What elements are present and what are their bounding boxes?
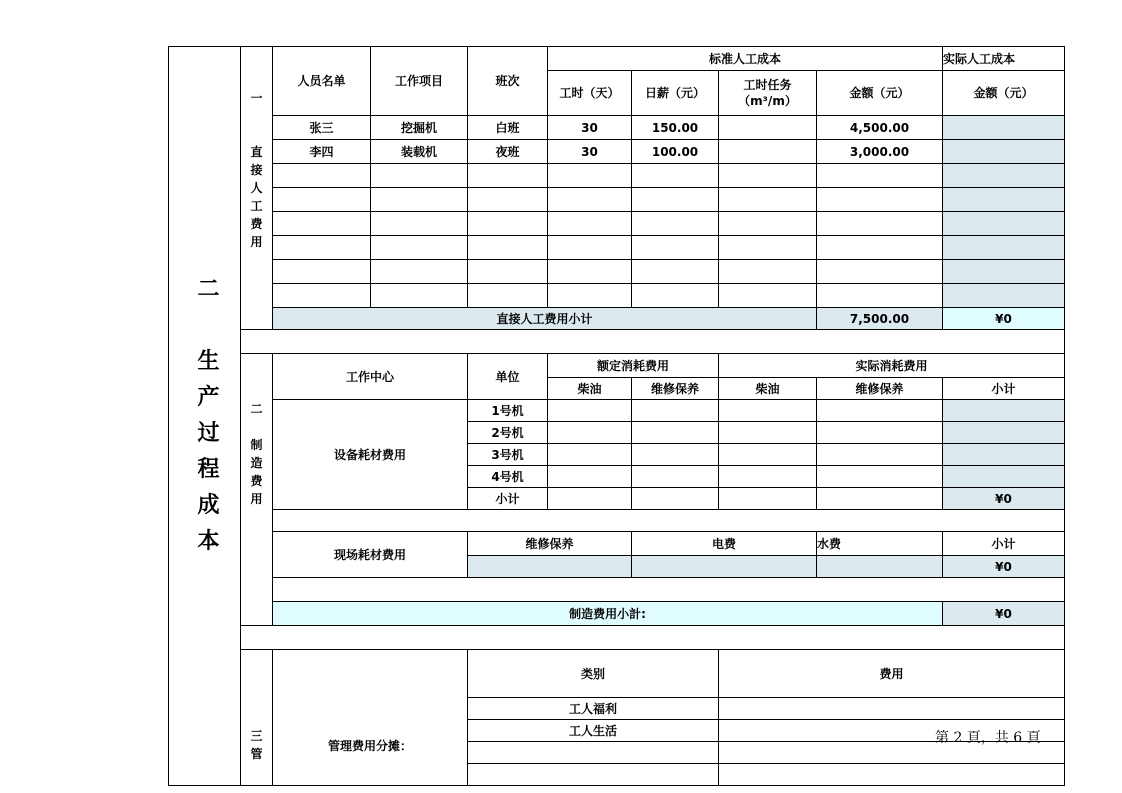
site-power-label: 电费	[632, 532, 817, 556]
cell-empty[interactable]	[719, 236, 817, 260]
cell-empty[interactable]	[548, 188, 632, 212]
cell-empty[interactable]	[468, 284, 548, 308]
site-subtotal-label: 小计	[943, 532, 1065, 556]
table-row	[169, 212, 1065, 236]
cell-empty[interactable]	[371, 188, 468, 212]
site-water-label: 水费	[817, 532, 943, 556]
direct-labor-subtotal-actual: ¥0	[943, 308, 1065, 330]
subtotal-row	[169, 602, 1065, 626]
header-rated-consumption: 额定消耗费用	[548, 354, 719, 378]
cell-empty[interactable]	[548, 212, 632, 236]
table-row	[169, 188, 1065, 212]
cell-shift[interactable]: 白班	[468, 116, 548, 140]
cell-days[interactable]: 30	[548, 116, 632, 140]
cell-empty[interactable]	[632, 260, 719, 284]
cell-empty[interactable]	[548, 400, 632, 422]
subtotal-row	[169, 308, 1065, 330]
equipment-consumables-label: 设备耗材费用	[273, 400, 468, 510]
site-consumables-label: 现场耗材费用	[273, 532, 468, 578]
cell-empty[interactable]	[817, 212, 943, 236]
cell-empty[interactable]	[632, 284, 719, 308]
equipment-subtotal-value: ¥0	[943, 488, 1065, 510]
cell-task[interactable]	[719, 140, 817, 164]
cell-empty[interactable]	[817, 422, 943, 444]
cell-actual[interactable]	[943, 212, 1065, 236]
col-header-shift: 班次	[468, 47, 548, 116]
cell-empty[interactable]	[548, 284, 632, 308]
col-header-wage: 日薪（元）	[632, 71, 719, 116]
col-header-maintenance-actual: 维修保养	[817, 378, 943, 400]
cell-actual[interactable]	[943, 164, 1065, 188]
cell-empty[interactable]	[817, 284, 943, 308]
col-header-category: 类别	[468, 650, 719, 698]
cell-empty[interactable]	[548, 488, 632, 510]
category-cell	[468, 764, 719, 786]
cell-empty[interactable]	[632, 444, 719, 466]
cell-empty[interactable]	[371, 212, 468, 236]
cell-empty[interactable]	[632, 488, 719, 510]
col-header-diesel: 柴油	[548, 378, 632, 400]
col-header-days: 工时（天）	[548, 71, 632, 116]
site-power-value[interactable]	[632, 556, 817, 578]
cell-name[interactable]: 张三	[273, 116, 371, 140]
cell-subtotal[interactable]	[943, 466, 1065, 488]
cell-empty[interactable]	[817, 488, 943, 510]
direct-labor-subtotal-label: 直接人工费用小计	[273, 308, 817, 330]
unit-label: 3号机	[468, 444, 548, 466]
cell-empty[interactable]	[548, 236, 632, 260]
cell-empty[interactable]	[371, 164, 468, 188]
category-cell: 工人福利	[468, 698, 719, 720]
cell-empty[interactable]	[719, 284, 817, 308]
cost-cell[interactable]	[719, 698, 1065, 720]
cell-empty[interactable]	[468, 164, 548, 188]
cell-actual[interactable]	[943, 284, 1065, 308]
cell-empty[interactable]	[632, 164, 719, 188]
cell-empty[interactable]	[719, 212, 817, 236]
cell-item[interactable]: 挖掘机	[371, 116, 468, 140]
cell-shift[interactable]: 夜班	[468, 140, 548, 164]
management-allocation-label: 管理费用分摊：	[273, 650, 468, 786]
category-cell: 工人生活	[468, 720, 719, 742]
cell-empty[interactable]	[273, 164, 371, 188]
cell-empty[interactable]	[468, 260, 548, 284]
cell-empty[interactable]	[548, 260, 632, 284]
col-header-work-center: 工作中心	[273, 354, 468, 400]
site-maintenance-value[interactable]	[468, 556, 632, 578]
cell-empty[interactable]	[817, 164, 943, 188]
cell-empty[interactable]	[273, 236, 371, 260]
spacer-row	[241, 330, 1065, 354]
col-header-task: 工时任务（m³/m）	[719, 71, 817, 116]
cell-empty[interactable]	[632, 466, 719, 488]
cell-empty[interactable]	[719, 488, 817, 510]
cell-empty[interactable]	[817, 260, 943, 284]
cell-empty[interactable]	[548, 422, 632, 444]
table-row	[169, 164, 1065, 188]
cell-empty[interactable]	[371, 236, 468, 260]
cell-actual[interactable]	[943, 236, 1065, 260]
cell-empty[interactable]	[548, 164, 632, 188]
cell-empty[interactable]	[468, 212, 548, 236]
cell-empty[interactable]	[273, 260, 371, 284]
direct-labor-subtotal-amount: 7,500.00	[817, 308, 943, 330]
col-header-name: 人员名单	[273, 47, 371, 116]
unit-label: 1号机	[468, 400, 548, 422]
header-actual-consumption: 实际消耗费用	[719, 354, 1065, 378]
cell-wage[interactable]: 100.00	[632, 140, 719, 164]
cell-task[interactable]	[719, 116, 817, 140]
cell-empty[interactable]	[273, 188, 371, 212]
cell-empty[interactable]	[817, 400, 943, 422]
cell-empty[interactable]	[548, 466, 632, 488]
table-row	[169, 260, 1065, 284]
cell-empty[interactable]	[548, 444, 632, 466]
cell-empty[interactable]	[632, 212, 719, 236]
cell-amount[interactable]: 4,500.00	[817, 116, 943, 140]
section-production-cost-label: 二 生 产 过 程 成 本	[169, 47, 241, 786]
cell-empty[interactable]	[632, 188, 719, 212]
cell-empty[interactable]	[817, 466, 943, 488]
spacer-row	[241, 626, 1065, 650]
cell-empty[interactable]	[719, 188, 817, 212]
cell-actual[interactable]	[943, 116, 1065, 140]
page-number: 第 2 頁，共 6 頁	[935, 730, 1041, 746]
cell-actual[interactable]	[943, 260, 1065, 284]
direct-labor-section-label: 一 直 接 人 工 费 用	[241, 47, 273, 330]
category-cell	[468, 742, 719, 764]
cell-days[interactable]: 30	[548, 140, 632, 164]
cell-empty[interactable]	[719, 444, 817, 466]
cell-empty[interactable]	[817, 444, 943, 466]
cell-subtotal[interactable]	[943, 400, 1065, 422]
cell-empty[interactable]	[273, 284, 371, 308]
spacer-row	[273, 510, 1065, 532]
table-row	[169, 532, 1065, 556]
cell-actual[interactable]	[943, 188, 1065, 212]
cell-empty[interactable]	[719, 466, 817, 488]
manufacturing-section-label: 二 制 造 费 用	[241, 354, 273, 626]
col-header-subtotal: 小计	[943, 378, 1065, 400]
col-header-diesel-actual: 柴油	[719, 378, 817, 400]
cell-empty[interactable]	[632, 236, 719, 260]
cell-empty[interactable]	[719, 164, 817, 188]
management-section-label: 三 管	[241, 650, 273, 786]
cell-empty[interactable]	[371, 284, 468, 308]
manufacturing-subtotal-value: ¥0	[943, 602, 1065, 626]
cell-empty[interactable]	[719, 422, 817, 444]
header-standard-labor-cost: 标准人工成本	[548, 47, 943, 71]
cell-wage[interactable]: 150.00	[632, 116, 719, 140]
table-row	[169, 116, 1065, 140]
site-subtotal-value: ¥0	[943, 556, 1065, 578]
cell-empty[interactable]	[468, 236, 548, 260]
col-header-item: 工作项目	[371, 47, 468, 116]
site-maintenance-label: 维修保养	[468, 532, 632, 556]
cell-empty[interactable]	[273, 212, 371, 236]
col-header-unit: 单位	[468, 354, 548, 400]
cell-empty[interactable]	[719, 400, 817, 422]
cell-actual[interactable]	[943, 140, 1065, 164]
cell-empty[interactable]	[632, 422, 719, 444]
cell-empty[interactable]	[468, 188, 548, 212]
col-header-actual-amount: 金额（元）	[943, 71, 1065, 116]
cost-cell[interactable]	[719, 764, 1065, 786]
cell-empty[interactable]	[719, 260, 817, 284]
cell-empty[interactable]	[817, 236, 943, 260]
col-header-cost: 费用	[719, 650, 1065, 698]
cell-empty[interactable]	[817, 188, 943, 212]
table-row	[169, 140, 1065, 164]
col-header-maintenance: 维修保养	[632, 378, 719, 400]
manufacturing-subtotal-label: 制造费用小計:	[273, 602, 943, 626]
cell-name[interactable]: 李四	[273, 140, 371, 164]
site-water-value[interactable]	[817, 556, 943, 578]
table-row	[169, 400, 1065, 422]
spacer-row	[273, 578, 1065, 602]
cell-empty[interactable]	[632, 400, 719, 422]
table-row	[169, 236, 1065, 260]
cost-table	[168, 46, 1065, 786]
unit-subtotal-label: 小计	[468, 488, 548, 510]
cell-amount[interactable]: 3,000.00	[817, 140, 943, 164]
col-header-amount: 金额（元）	[817, 71, 943, 116]
cell-empty[interactable]	[371, 260, 468, 284]
unit-label: 4号机	[468, 466, 548, 488]
unit-label: 2号机	[468, 422, 548, 444]
cell-subtotal[interactable]	[943, 422, 1065, 444]
cell-subtotal[interactable]	[943, 444, 1065, 466]
table-row	[169, 284, 1065, 308]
cell-item[interactable]: 装载机	[371, 140, 468, 164]
header-actual-labor-cost: 实际人工成本	[943, 47, 1065, 71]
